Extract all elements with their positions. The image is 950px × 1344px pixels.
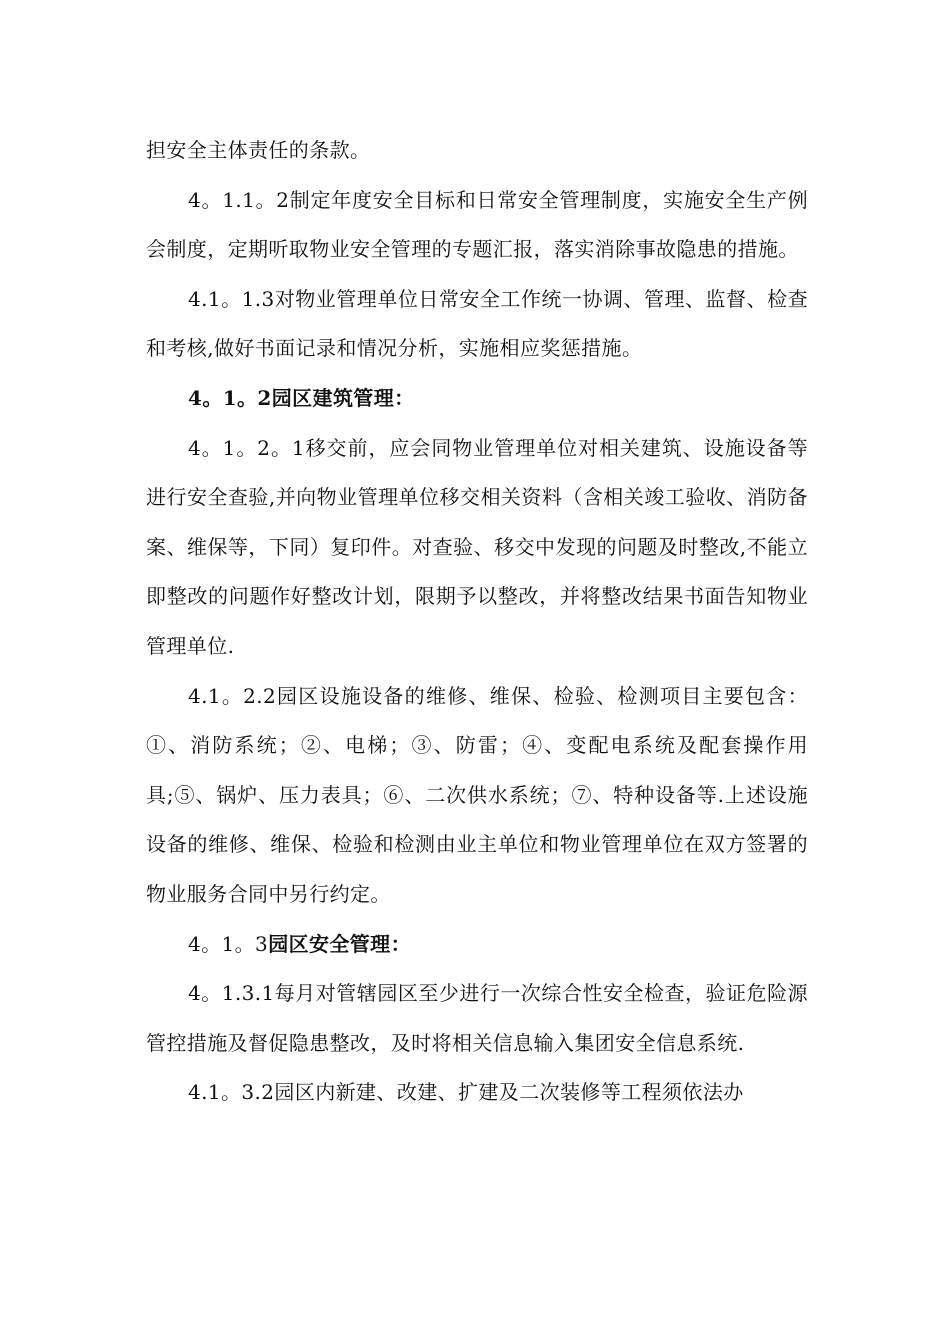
section-heading-4-1-2: [146, 374, 808, 424]
paragraph-4-1-2-1: 4。1。2。1移交前，应会同物业管理单位对相关建筑、设施设备等进行安全查验,并向物业管理单位移交相关资料（含相关竣工验收、消防备案、维保等，下同）复印件。对查验、移交中发现的问题及时整改,不能立即整改的问题作好整改计划，限期予以整改，并将整改结果书面告知物业管理单位.: [146, 435, 808, 658]
section-number-4-1-3: 4。1。3: [188, 931, 269, 956]
paragraph-4-1-3-2: 4.1。3.2园区内新建、改建、扩建及二次装修等工程须依法办: [188, 1080, 744, 1105]
paragraph-4-1-1-3: 4.1。1.3对物业管理单位日常安全工作统一协调、管理、监督、检查和考核,做好书面记录和情况分析，实施相应奖惩措施。: [146, 286, 808, 361]
section-heading-4-1-3: [146, 920, 808, 970]
paragraph-4-1-3-1: 4。1.3.1每月对管辖园区至少进行一次综合性安全检查，验证危险源管控措施及督促隐患整改，及时将相关信息输入集团安全信息系统.: [146, 981, 808, 1055]
section-title-4-1-3: 园区安全管理：: [268, 931, 411, 956]
section-number-4-1-2: 4。1。2: [188, 385, 272, 410]
paragraph-4-1-1-2: 4。1.1。2制定年度安全目标和日常安全管理制度，实施安全生产例会制度，定期听取物业安全管理的专题汇报，落实消除事故隐患的措施。: [146, 187, 808, 262]
paragraph-4-1-2-2: 4.1。2.2园区设施设备的维修、维保、检验、检测项目主要包含：①、消防系统；②、电梯；③、防雷；④、变配电系统及配套操作用具;⑤、锅炉、压力表具；⑥、二次供水系统；⑦、特种设备等.上述设施设备的维修、维保、检验和检测由业主单位和物业管理单位在双方签署的物业服务合同中另行约定。: [146, 683, 808, 906]
document-body: [146, 126, 808, 1118]
paragraph-continuation: 担安全主体责任的条款。: [146, 138, 371, 162]
section-title-4-1-2: 园区建筑管理：: [271, 385, 415, 410]
